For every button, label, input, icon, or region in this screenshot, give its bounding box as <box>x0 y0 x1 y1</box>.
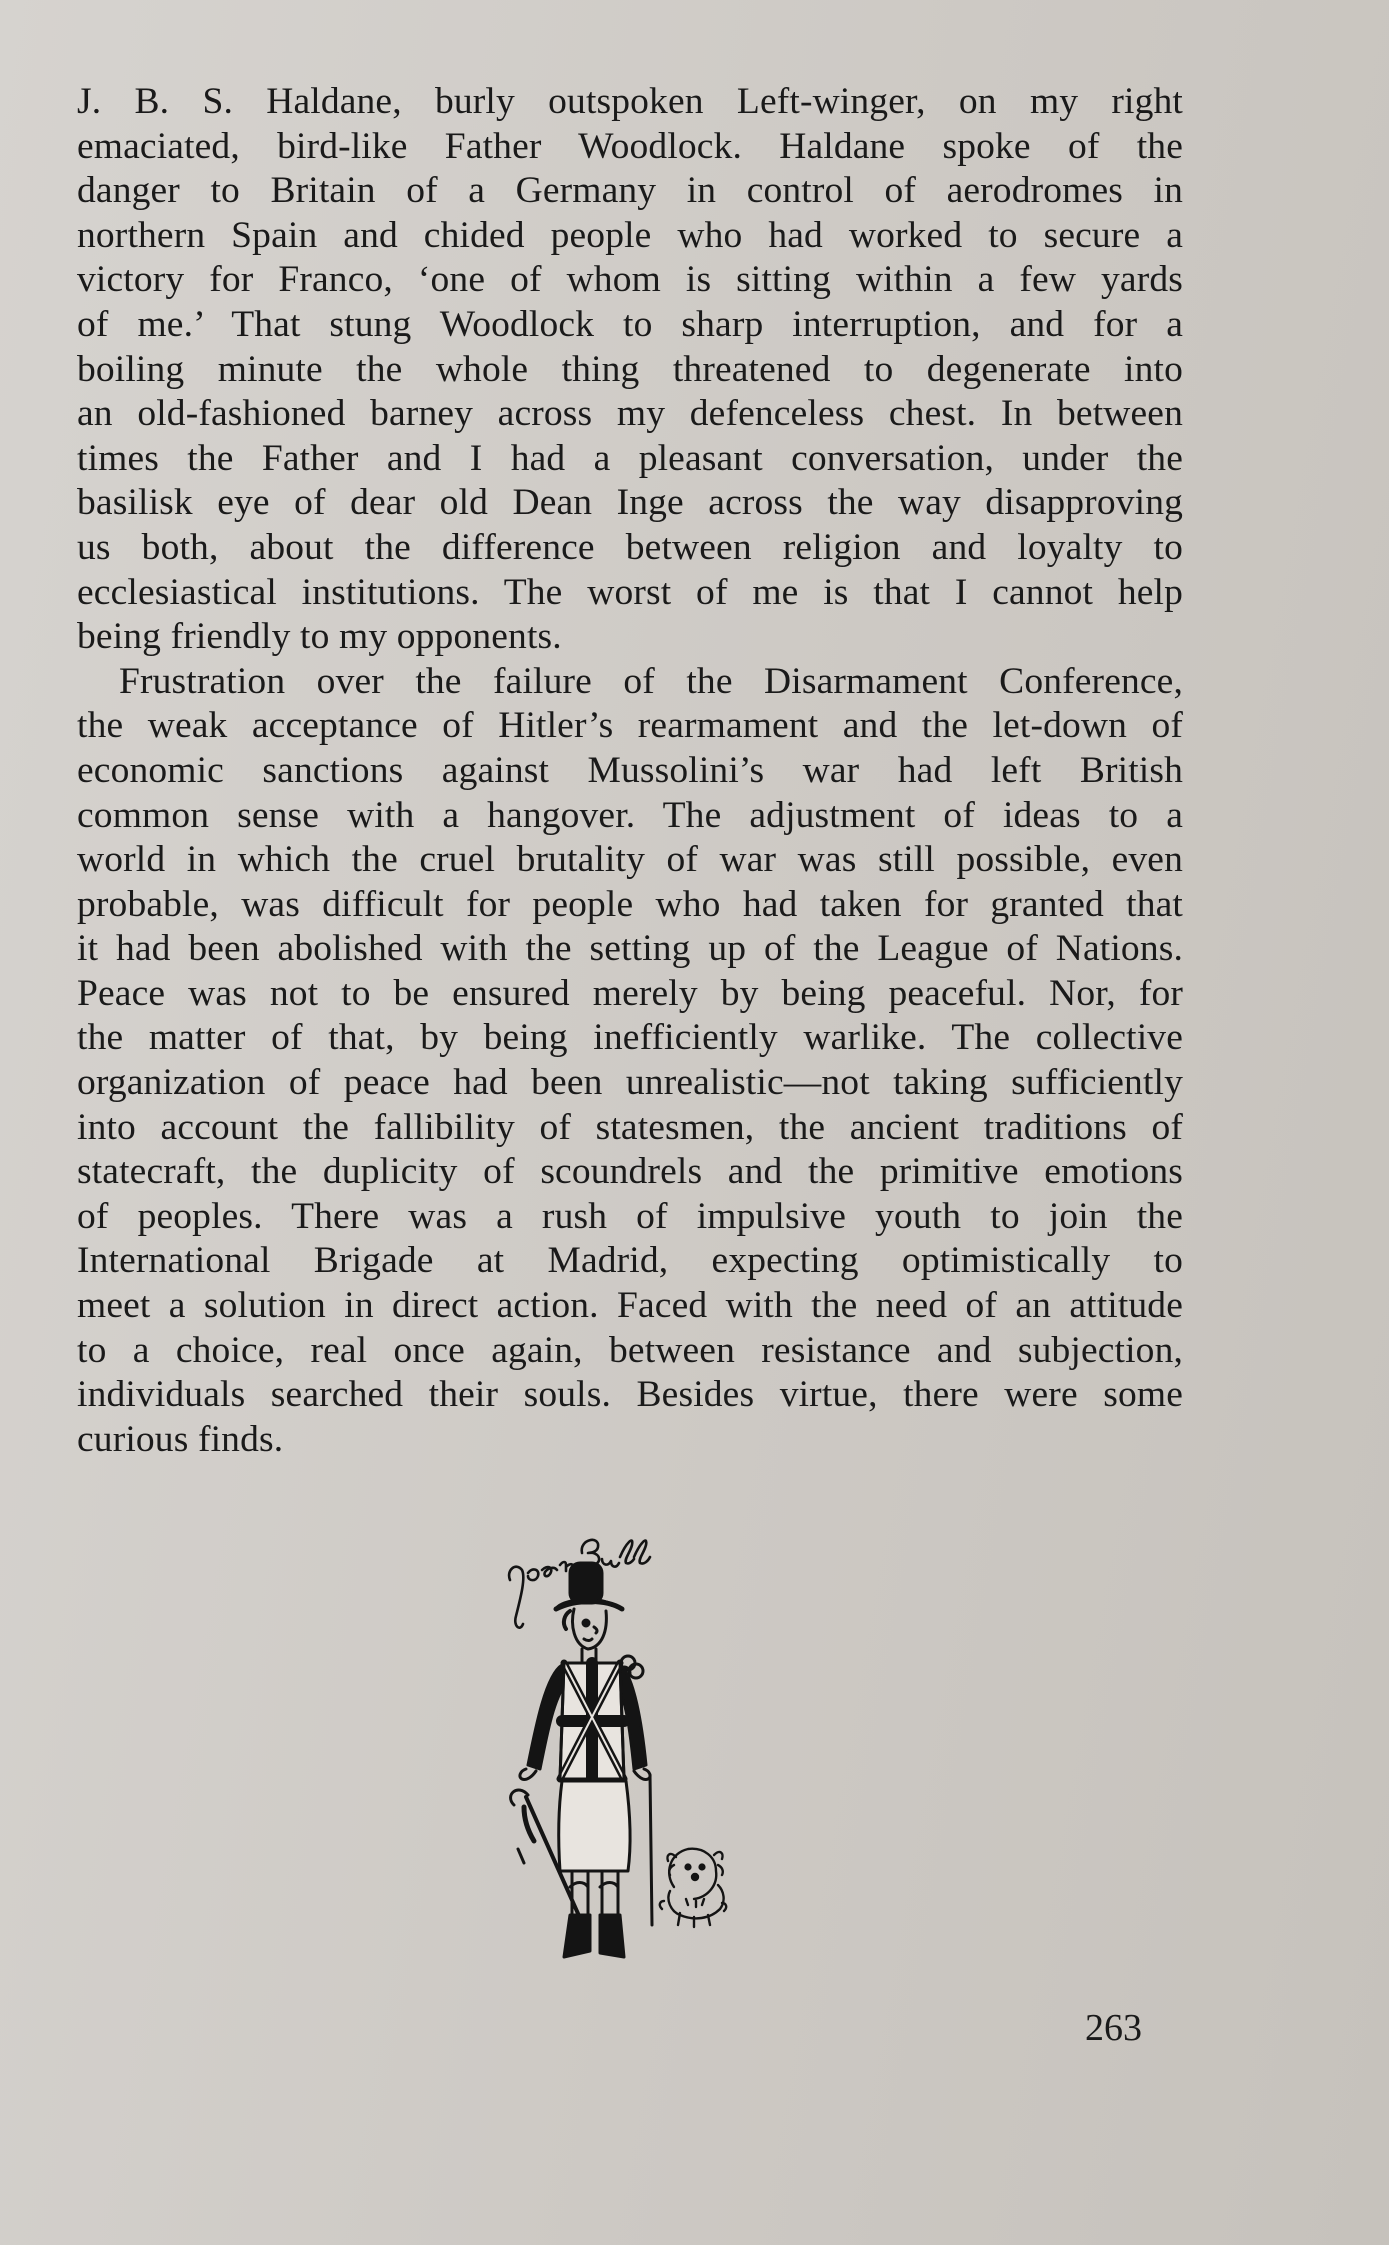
paragraph-1 <box>77 80 1183 660</box>
text-line: ecclesiastical institutions. The worst of me is that I cannot help <box>77 571 1183 613</box>
text-line: boiling minute the whole thing threatened to degenerate into <box>77 348 1183 390</box>
text-line: the matter of that, by being inefficiently warlike. The collective <box>77 1017 1183 1059</box>
text-line: economic sanctions against Mussolini’s war had left British <box>77 749 1183 791</box>
text-line: times the Father and I had a pleasant conversation, under the <box>77 437 1183 479</box>
text-line: probable, was difficult for people who had taken for granted that <box>77 883 1183 925</box>
text-line: an old-fashioned barney across my defenceless chest. In between <box>77 393 1183 435</box>
joan-bull-illustration <box>490 1515 780 1995</box>
text-line: organization of peace had been unrealistic—not taking sufficiently <box>77 1062 1183 1104</box>
text-line: J. B. S. Haldane, burly outspoken Left-winger, on my right <box>77 81 1183 122</box>
text-line: northern Spain and chided people who had worked to secure a <box>77 214 1183 256</box>
text-line: us both, about the difference between religion and loyalty to <box>77 526 1183 568</box>
text-line: emaciated, bird-like Father Woodlock. Haldane spoke of the <box>77 125 1183 167</box>
head <box>564 1609 606 1649</box>
text-line: basilisk eye of dear old Dean Inge across the way disapproving <box>77 482 1183 524</box>
text-line: into account the fallibility of statesmen, the ancient traditions of <box>77 1106 1183 1148</box>
text-line: Peace was not to be ensured merely by being peaceful. Nor, for <box>77 972 1183 1014</box>
text-line: the weak acceptance of Hitler’s rearmament and the let-down of <box>77 705 1183 747</box>
text-line: International Brigade at Madrid, expecting optimistically to <box>77 1240 1183 1282</box>
body-text <box>77 80 1183 1462</box>
text-line: individuals searched their souls. Besides virtue, there were some <box>77 1374 1183 1416</box>
text-line: curious finds. <box>77 1418 284 1460</box>
text-line: victory for Franco, ‘one of whom is sitting within a few yards <box>77 259 1183 301</box>
text-line: Frustration over the failure of the Disarmament Conference, <box>119 660 1183 702</box>
union-jack-vest <box>560 1663 624 1779</box>
text-line: common sense with a hangover. The adjustment of ideas to a <box>77 794 1183 836</box>
text-line: meet a solution in direct action. Faced with the need of an attitude <box>77 1285 1183 1327</box>
page-number: 263 <box>1085 2007 1142 2049</box>
joan-bull-drawing <box>490 1515 780 1995</box>
text-line: being friendly to my opponents. <box>77 616 562 658</box>
dog <box>660 1849 726 1927</box>
paragraph-2 <box>77 660 1183 1463</box>
text-line: of me.’ That stung Woodlock to sharp interruption, and for a <box>77 303 1183 345</box>
text-line: statecraft, the duplicity of scoundrels and the primitive emotions <box>77 1151 1183 1193</box>
text-line: to a choice, real once again, between resistance and subjection, <box>77 1329 1183 1371</box>
text-line: world in which the cruel brutality of war was still possible, even <box>77 839 1183 881</box>
text-line: of peoples. There was a rush of impulsive youth to join the <box>77 1195 1183 1237</box>
text-line: it had been abolished with the setting up of the League of Nations. <box>77 928 1183 970</box>
text-line: danger to Britain of a Germany in control of aerodromes in <box>77 170 1183 212</box>
